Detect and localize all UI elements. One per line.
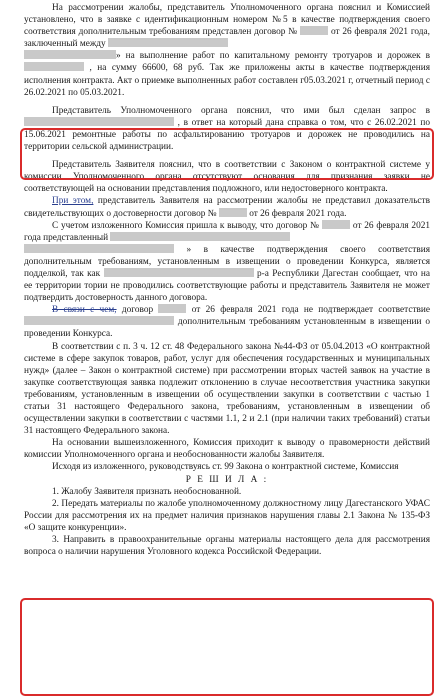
paragraph-8: На основании вышеизложенного, Комиссия приходит к выводу о правомерности действий комиссии Уполномоченного органа и необоснованности жалобы Заявителя. xyxy=(24,438,430,461)
decision-item-3: 3. Направить в правоохранительные органы материалы настоящего дела для рассмотрения вопроса о наличии нарушения Уголовного кодекса Российской Федерации. xyxy=(24,535,430,558)
paragraph-1: На рассмотрении жалобы, представитель Уполномоченного органа пояснил и Комиссией установлено, что в заявке с идентификационным номером №5 в качестве подтверждения своего соответствия дополнительным требованиям представлен договор № от 26 февраля 2021 года, заключенный между » на выполнение работ по капитальному ремонту тротуаров и дорожек в , на сумму 66600, 68 руб. Так же приложены акты в качестве подтверждения исполнения контракта. Акт о приемке выполненных работ составлен г05.03.2021 г, отчетный период с 26.02.2021 по 05.03.2021. xyxy=(24,3,430,98)
redacted-text xyxy=(24,62,84,71)
decision-item-1: 1. Жалобу Заявителя признать необоснованной. xyxy=(52,486,242,497)
redacted-text xyxy=(24,50,116,59)
redacted-text xyxy=(300,26,328,35)
redacted-text xyxy=(322,220,350,229)
highlight-box-explanation xyxy=(20,128,434,180)
decision-item-2: 2. Передать материалы по жалобе уполномоченному должностному лицу Дагестанского УФАС России для рассмотрения их на предмет наличия признаков нарушения главы 2.1 Закона № 135-ФЗ «О защите конкуренции». xyxy=(24,498,430,533)
redacted-text xyxy=(219,208,247,217)
redacted-text xyxy=(104,268,254,277)
paragraph-3: Представитель Заявителя пояснил, что в соответствии с Законом о контрактной системе у комиссии Уполномоченного органа отсутствуют основания для признания заявки не соответствующей на основании представления подложного, или недостоверного контракта. xyxy=(24,160,430,195)
redacted-text xyxy=(110,232,290,241)
paragraph-6: В связи с чем, договор от 26 февраля 2021 года не подтверждает соответствие дополнительным требованиям установленным в извещении о проведении Конкурса. xyxy=(24,305,430,340)
redacted-text xyxy=(108,38,228,47)
redacted-text xyxy=(24,117,174,126)
paragraph-4: При этом, представитель Заявителя на рассмотрении жалобы не представил доказательств свидетельствующих о достоверности договор № от 26 февраля 2021 года. xyxy=(24,196,431,219)
redacted-text xyxy=(24,244,174,253)
highlight-box-decision xyxy=(20,598,434,696)
paragraph-5: С учетом изложенного Комиссия пришла к выводу, что договор № от 26 февраля 2021 года представленный » в качестве подтверждения своего соответствия дополнительным требованиям, установленным в извещении о проведении Конкурса, является подделкой, так как р-а Республики Дагестан сообщает, что на ее территории тории не проводились соответствующие работы и представитель Заявителя не может подтвердить достоверность данного договора. xyxy=(24,220,431,304)
redacted-text xyxy=(24,316,174,325)
redacted-text xyxy=(158,304,186,313)
paragraph-2: Представитель Уполномоченного органа пояснил, что ими был сделан запрос в , в ответ на который дана справка о том, что с 26.02.2021 по 15.06.2021 ремонтные работы по асфальтированию тротуаров и дорожек не проводились на территории сельской администрации. xyxy=(24,105,430,153)
paragraph-7: В соответствии с п. 3 ч. 12 ст. 48 Федерального закона №44-ФЗ от 05.04.2013 «О контрактной системе в сфере закупок товаров, работ, услуг для обеспечения государственных и муниципальных нужд» (далее – Закон о контрактной системе) при рассмотрении вторых частей заявок на участие в закупке соответствующая заявка подлежит отклонению в случае несоответствия участника закупки требованиям, установленным в извещении об осуществлении закупки в соответствии с частью 1 статьи 31 настоящего Федерального закона, требованиям, установленным в извещении об осуществлении закупки в соответствии с частями 1.1, 2 и 2.1 (при наличии таких требований) статьи 31 настоящего Федерального закона. xyxy=(24,341,430,437)
paragraph-9: Исходя из изложенного, руководствуясь ст. 99 Закона о контрактной системе, Комиссия xyxy=(52,462,399,473)
decision-heading: Р Е Ш И Л А : xyxy=(185,474,269,485)
